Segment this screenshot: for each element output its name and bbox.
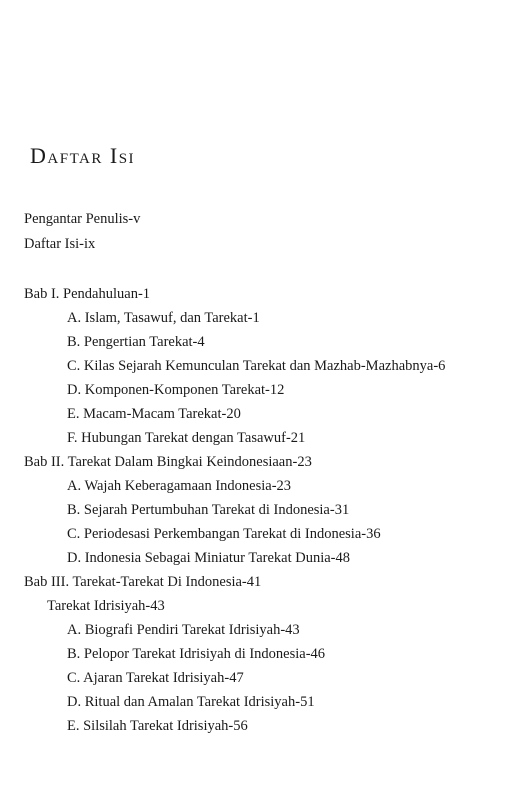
toc-entry: A. Wajah Keberagamaan Indonesia-23 [67, 478, 292, 494]
page-title: Daftar Isi [30, 143, 136, 168]
toc-entry: A. Islam, Tasawuf, dan Tarekat-1 [67, 310, 260, 326]
toc-entry: E. Silsilah Tarekat Idrisiyah-56 [67, 718, 248, 734]
toc-entry: B. Sejarah Pertumbuhan Tarekat di Indonesia-31 [67, 502, 350, 518]
toc-entry: C. Ajaran Tarekat Idrisiyah-47 [67, 670, 244, 686]
toc-entry-front-matter: Daftar Isi-ix [24, 236, 96, 252]
toc-entry: F. Hubungan Tarekat dengan Tasawuf-21 [67, 430, 306, 446]
toc-entry: E. Macam-Macam Tarekat-20 [67, 406, 241, 422]
toc-entry: B. Pelopor Tarekat Idrisiyah di Indonesia-46 [67, 646, 326, 662]
toc-entry: C. Periodesasi Perkembangan Tarekat di Indonesia-36 [67, 526, 381, 542]
toc-chapter-heading: Bab I. Pendahuluan-1 [24, 286, 151, 302]
toc-chapter-heading: Bab II. Tarekat Dalam Bingkai Keindonesiaan-23 [24, 454, 312, 470]
toc-entry-front-matter: Pengantar Penulis-v [24, 211, 141, 227]
toc-entry: B. Pengertian Tarekat-4 [67, 334, 205, 350]
toc-chapter-heading: Bab III. Tarekat-Tarekat Di Indonesia-41 [24, 574, 262, 590]
toc-entry: D. Ritual dan Amalan Tarekat Idrisiyah-51 [67, 694, 315, 710]
toc-entry: A. Biografi Pendiri Tarekat Idrisiyah-43 [67, 622, 300, 638]
toc-subheading: Tarekat Idrisiyah-43 [47, 598, 165, 614]
toc-entry: D. Komponen-Komponen Tarekat-12 [67, 382, 285, 398]
toc-entry: D. Indonesia Sebagai Miniatur Tarekat Dunia-48 [67, 550, 350, 566]
toc-entry: C. Kilas Sejarah Kemunculan Tarekat dan Mazhab-Mazhabnya-6 [67, 358, 446, 374]
